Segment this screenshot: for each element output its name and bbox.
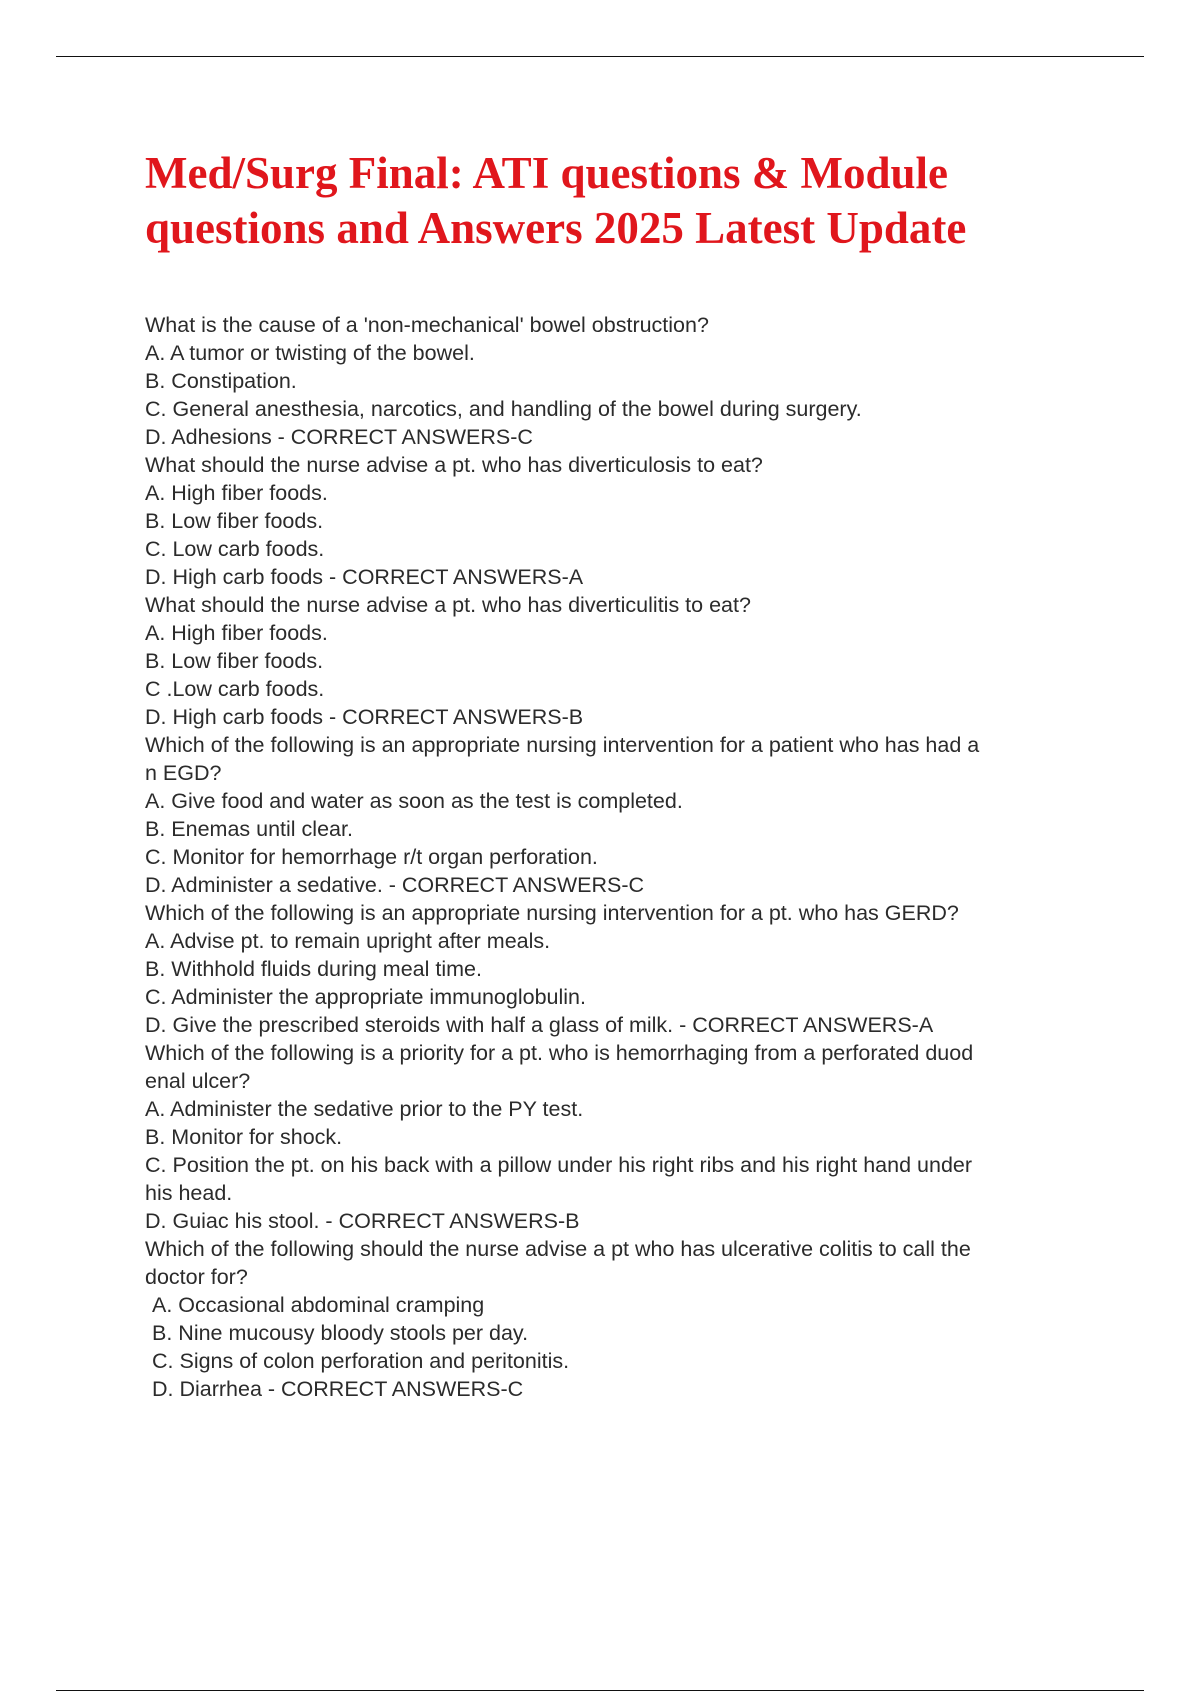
option-1d-answer: D. Adhesions - CORRECT ANSWERS-C	[145, 425, 533, 449]
option-4c: C. Monitor for hemorrhage r/t organ perforation.	[145, 845, 598, 869]
option-3b: B. Low fiber foods.	[145, 649, 324, 673]
option-3a: A. High fiber foods.	[145, 621, 328, 645]
option-2b: B. Low fiber foods.	[145, 509, 324, 533]
option-4d-answer: D. Administer a sedative. - CORRECT ANSWERS-C	[145, 873, 645, 897]
question-7-cont: doctor for?	[145, 1265, 248, 1289]
option-7d-answer: D. Diarrhea - CORRECT ANSWERS-C	[152, 1377, 524, 1401]
option-4a: A. Give food and water as soon as the test is completed.	[145, 789, 683, 813]
question-7: Which of the following should the nurse advise a pt who has ulcerative colitis to call the	[145, 1237, 971, 1261]
question-6: Which of the following is a priority for a pt. who is hemorrhaging from a perforated duod	[145, 1041, 974, 1065]
option-7c: C. Signs of colon perforation and peritonitis.	[152, 1349, 570, 1373]
question-4-cont: n EGD?	[145, 761, 222, 785]
option-1b: B. Constipation.	[145, 369, 297, 393]
question-1: What is the cause of a 'non-mechanical' bowel obstruction?	[145, 313, 709, 337]
option-6a: A. Administer the sedative prior to the PY test.	[145, 1097, 584, 1121]
option-5b: B. Withhold fluids during meal time.	[145, 957, 482, 981]
bottom-rule	[56, 1690, 1144, 1691]
option-3c: C .Low carb foods.	[145, 677, 325, 701]
option-2d-answer: D. High carb foods - CORRECT ANSWERS-A	[145, 565, 584, 589]
option-6d-answer: D. Guiac his stool. - CORRECT ANSWERS-B	[145, 1209, 580, 1233]
option-5d-answer: D. Give the prescribed steroids with half a glass of milk. - CORRECT ANSWERS-A	[145, 1013, 934, 1037]
qa-content	[145, 311, 1095, 1403]
option-7b: B. Nine mucousy bloody stools per day.	[152, 1321, 529, 1345]
option-6c: C. Position the pt. on his back with a pillow under his right ribs and his right hand under	[145, 1153, 973, 1177]
option-6c-cont: his head.	[145, 1181, 233, 1205]
question-3: What should the nurse advise a pt. who has diverticulitis to eat?	[145, 593, 751, 617]
option-1a: A. A tumor or twisting of the bowel.	[145, 341, 475, 365]
option-7a: A. Occasional abdominal cramping	[152, 1293, 485, 1317]
option-2c: C. Low carb foods.	[145, 537, 325, 561]
option-5a: A. Advise pt. to remain upright after meals.	[145, 929, 551, 953]
option-4b: B. Enemas until clear.	[145, 817, 353, 841]
document-title	[145, 146, 1105, 256]
question-5: Which of the following is an appropriate nursing intervention for a pt. who has GERD?	[145, 901, 959, 925]
option-3d-answer: D. High carb foods - CORRECT ANSWERS-B	[145, 705, 584, 729]
question-4: Which of the following is an appropriate nursing intervention for a patient who has had a	[145, 733, 980, 757]
question-2: What should the nurse advise a pt. who has diverticulosis to eat?	[145, 453, 763, 477]
title-line-2: questions and Answers 2025 Latest Update	[145, 203, 967, 253]
option-1c: C. General anesthesia, narcotics, and handling of the bowel during surgery.	[145, 397, 862, 421]
option-6b: B. Monitor for shock.	[145, 1125, 343, 1149]
title-line-1: Med/Surg Final: ATI questions & Module	[145, 148, 949, 198]
option-2a: A. High fiber foods.	[145, 481, 328, 505]
top-rule	[56, 56, 1144, 57]
question-6-cont: enal ulcer?	[145, 1069, 251, 1093]
option-5c: C. Administer the appropriate immunoglobulin.	[145, 985, 586, 1009]
